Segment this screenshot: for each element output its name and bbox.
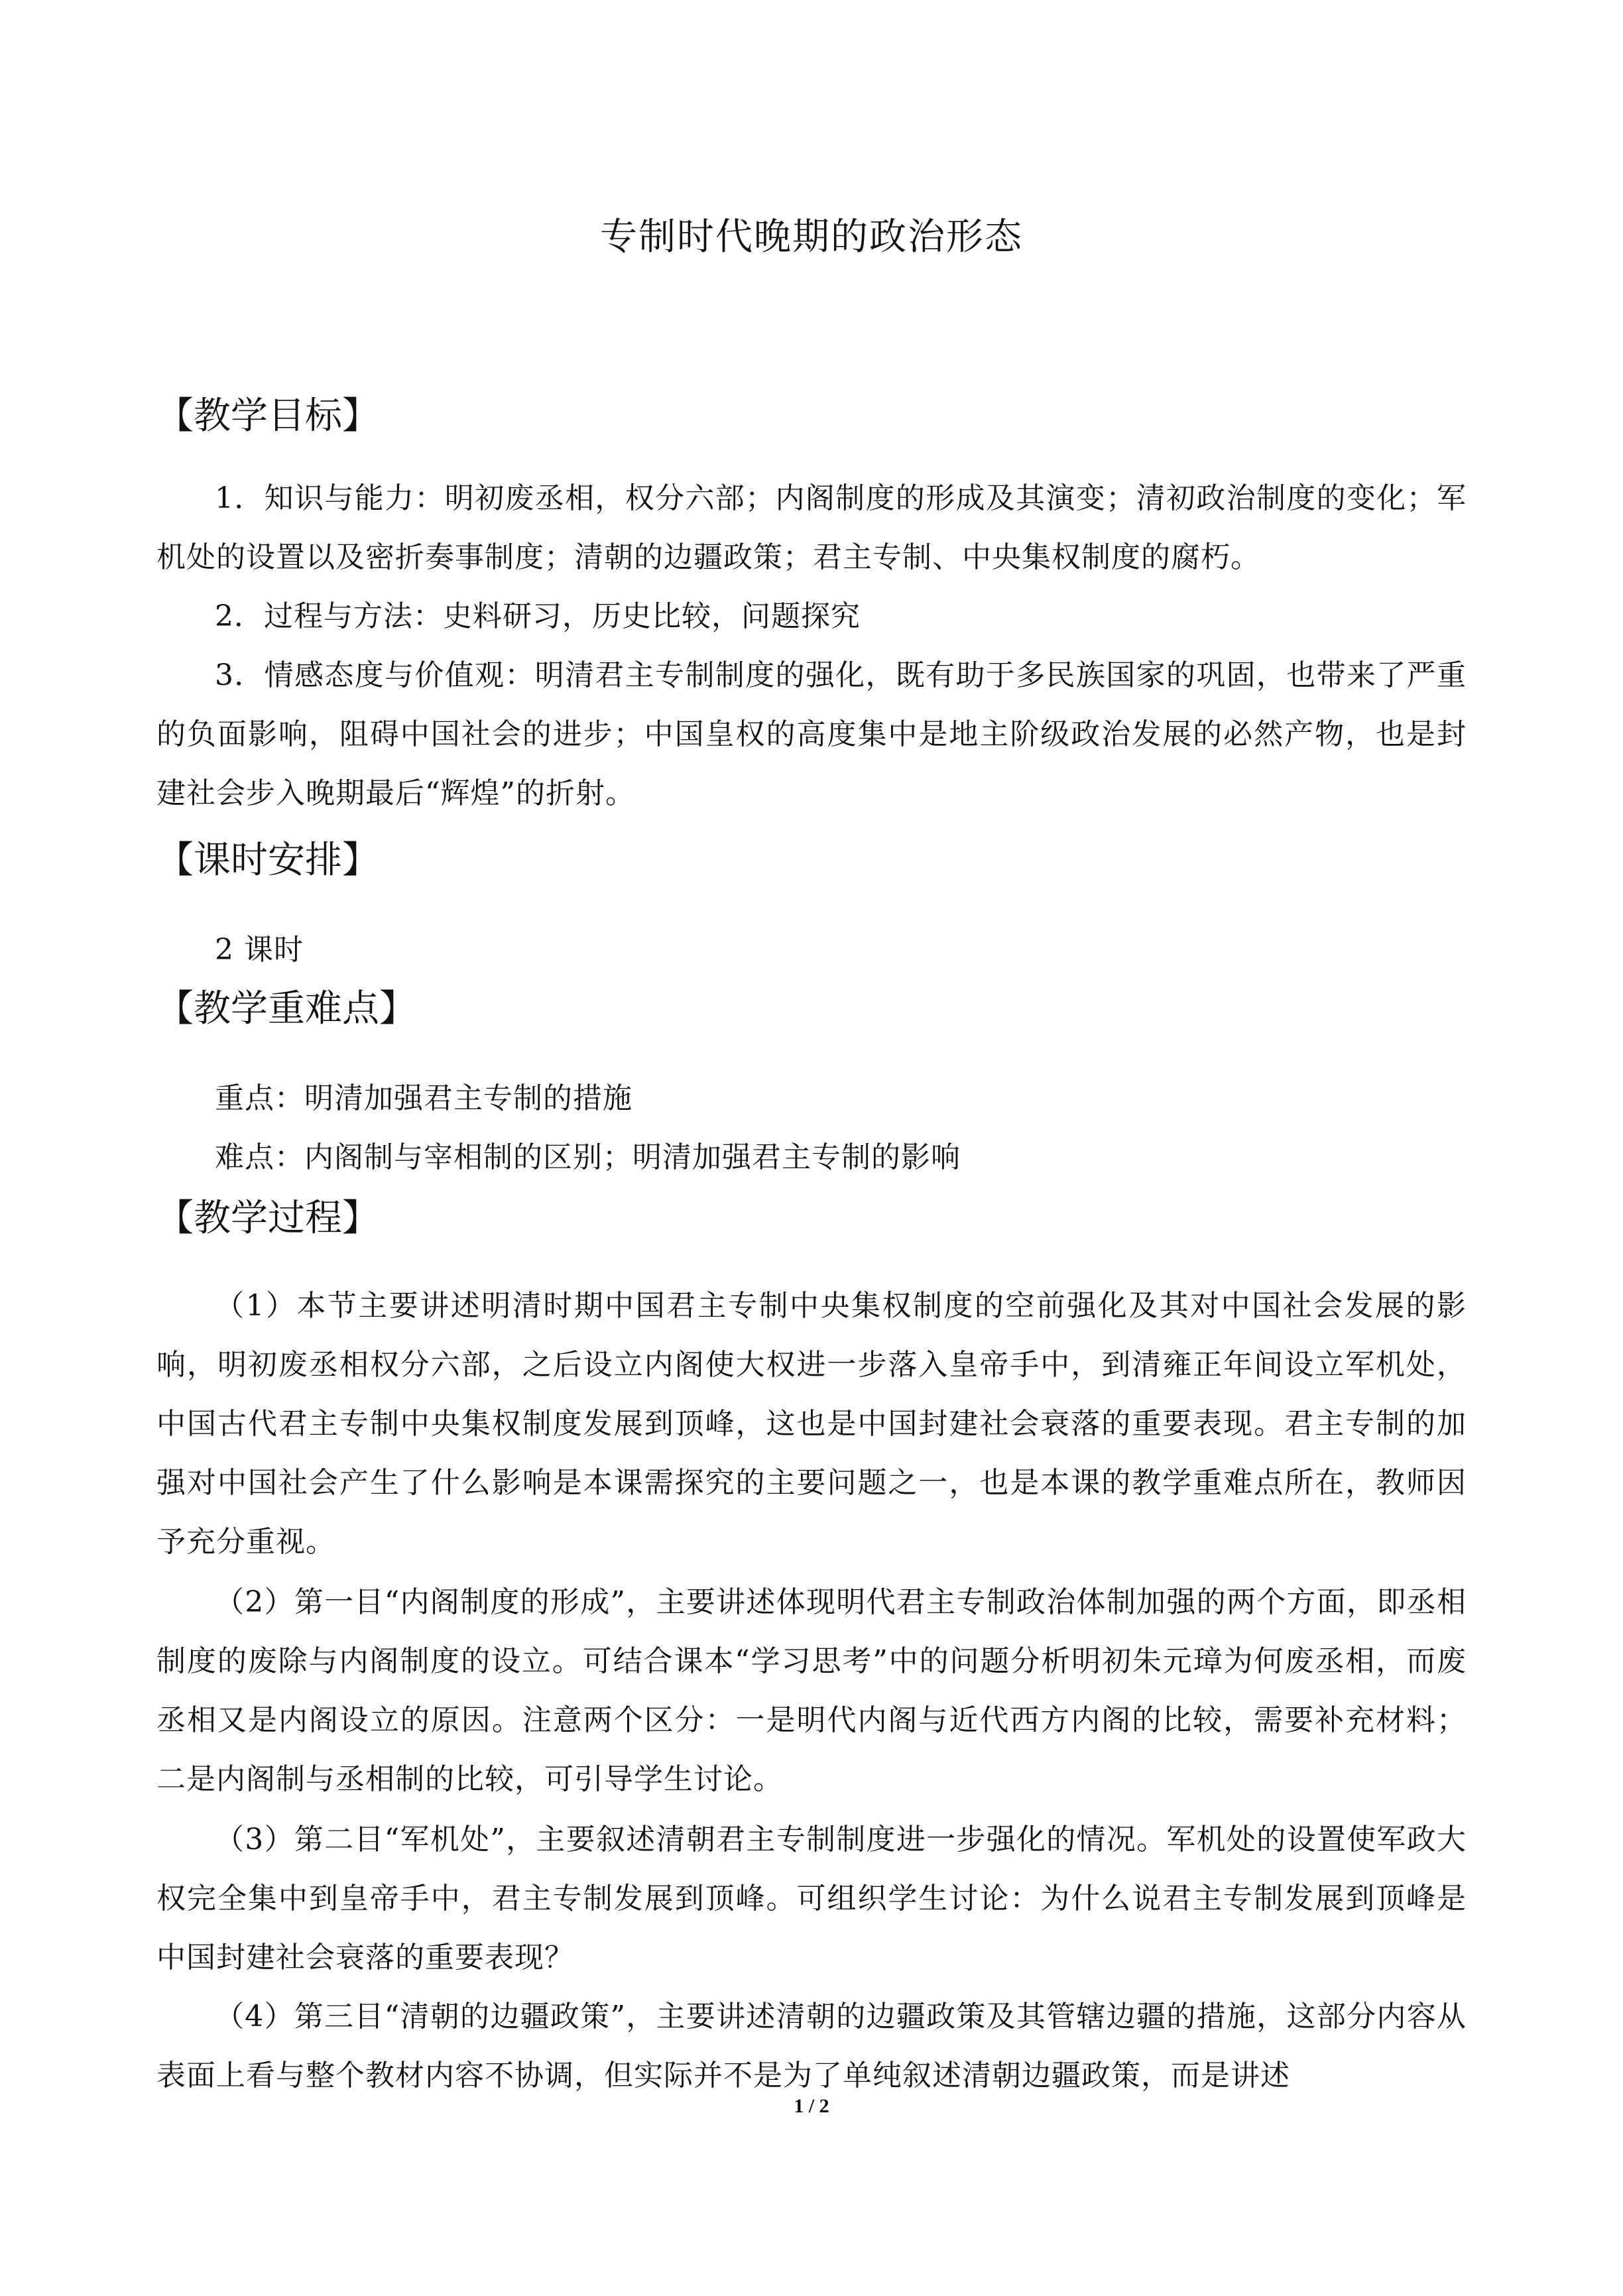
process-item-4: （4）第三目“清朝的边疆政策”，主要讲述清朝的边疆政策及其管辖边疆的措施，这部分内容从表面上看与整个教材内容不协调，但实际并不是为了单纯叙述清朝边疆政策，而是讲述 bbox=[156, 2000, 1467, 2092]
process-item-3: （3）第二目“军机处”，主要叙述清朝君主专制制度进一步强化的情况。军机处的设置使军政大权完全集中到皇帝手中，君主专制发展到顶峰。可组织学生讨论：为什么说君主专制发展到顶峰是中国封建社会衰落的重要表现？ bbox=[156, 1823, 1467, 1974]
page-number: 1 / 2 bbox=[794, 2095, 829, 2117]
difficult-point-text: 难点：内阁制与宰相制的区别；明清加强君主专制的影响 bbox=[215, 1140, 961, 1174]
objective-item-1: 1．知识与能力：明初废丞相，权分六部；内阁制度的形成及其演变；清初政治制度的变化；军机处的设置以及密折奏事制度；清朝的边疆政策；君主专制、中央集权制度的腐朽。 bbox=[156, 481, 1467, 574]
objective-item-2: 2．过程与方法：史料研习，历史比较，问题探究 bbox=[215, 599, 861, 633]
key-point-text: 重点：明清加强君主专制的措施 bbox=[215, 1081, 632, 1115]
heading-key-points: 【教学重难点】 bbox=[156, 987, 416, 1030]
page-title: 专制时代晚期的政治形态 bbox=[600, 215, 1023, 259]
heading-process: 【教学过程】 bbox=[156, 1197, 379, 1240]
process-item-1: （1）本节主要讲述明清时期中国君主专制中央集权制度的空前强化及其对中国社会发展的影响，明初废丞相权分六部，之后设立内阁使大权进一步落入皇帝手中，到清雍正年间设立军机处，中国古代君主专制中央集权制度发展到顶峰，这也是中国封建社会衰落的重要表现。君主专制的加强对中国社会产生了什么影响是本课需探究的主要问题之一，也是本课的教学重难点所在，教师因予充分重视。 bbox=[156, 1289, 1467, 1559]
schedule-text: 2 课时 bbox=[215, 933, 304, 967]
heading-objectives: 【教学目标】 bbox=[156, 394, 379, 438]
objective-item-3: 3．情感态度与价值观：明清君主专制制度的强化，既有助于多民族国家的巩固，也带来了严重的负面影响，阻碍中国社会的进步；中国皇权的高度集中是地主阶级政治发展的必然产物，也是封建社会步入晚期最后“辉煌”的折射。 bbox=[156, 658, 1467, 810]
heading-schedule: 【课时安排】 bbox=[156, 839, 379, 882]
process-item-2: （2）第一目“内阁制度的形成”，主要讲述体现明代君主专制政治体制加强的两个方面，即丞相制度的废除与内阁制度的设立。可结合课本“学习思考”中的问题分析明初朱元璋为何废丞相，而废丞相又是内阁设立的原因。注意两个区分：一是明代内阁与近代西方内阁的比较，需要补充材料；二是内阁制与丞相制的比较，可引导学生讨论。 bbox=[156, 1585, 1467, 1796]
